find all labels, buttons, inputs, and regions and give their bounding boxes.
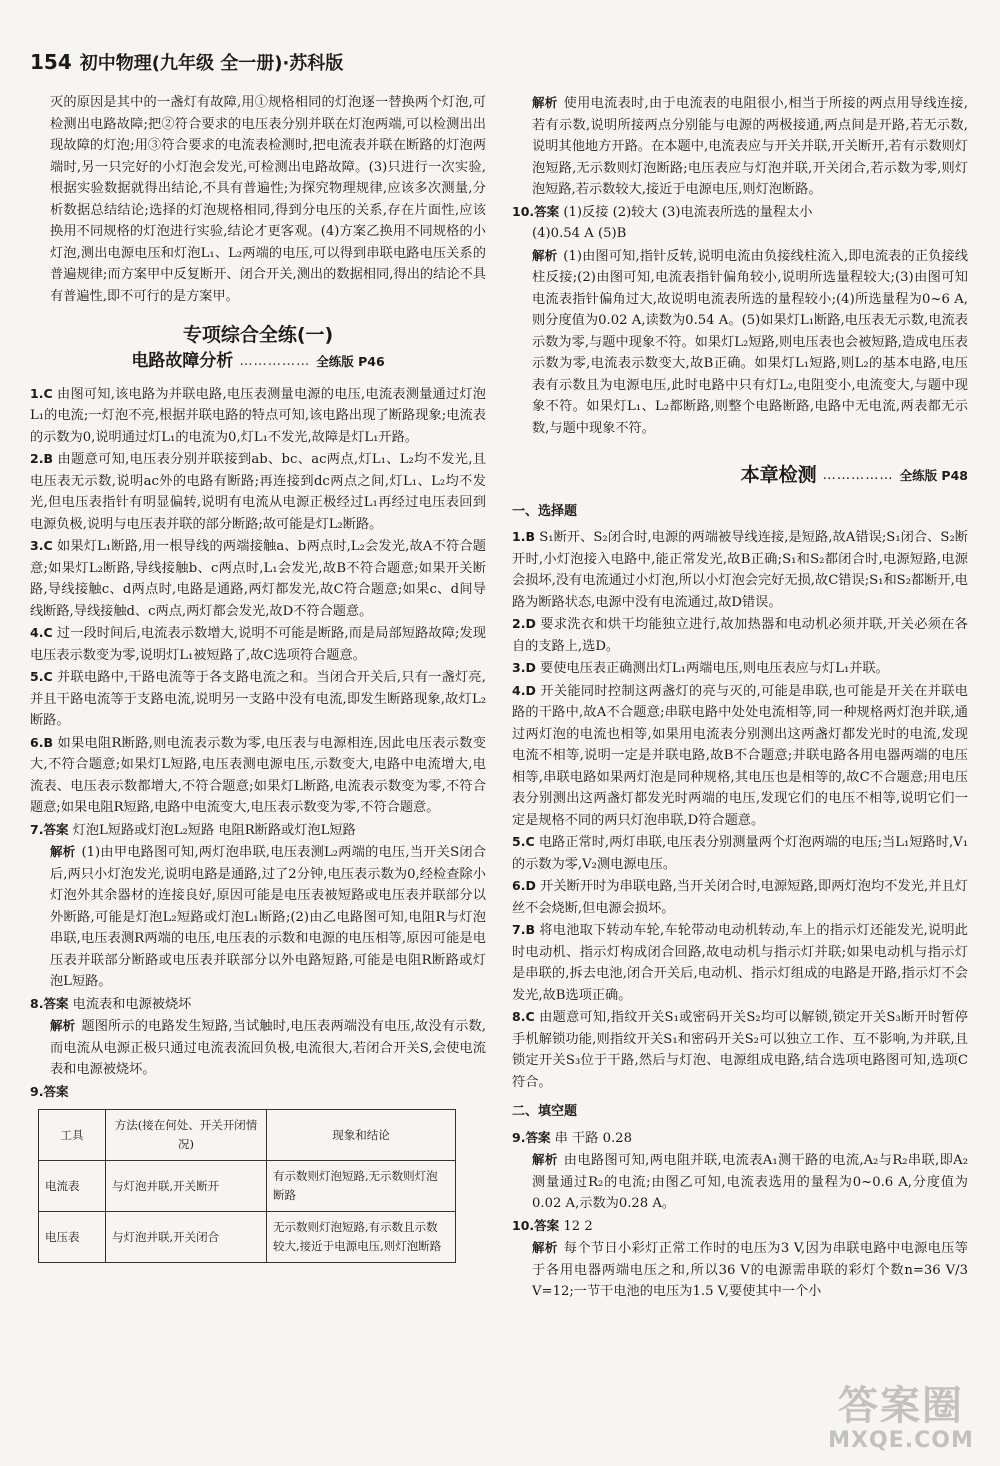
- list-item: [512, 919, 968, 1006]
- analysis-label: 解析: [50, 844, 76, 859]
- subsection-title: 电路故障分析: [131, 351, 234, 371]
- analysis-label: 解析: [532, 95, 558, 110]
- analysis-text: 每个节日小彩灯正常工作时的电压为3 V,因为串联电路中电源电压等于各用电器两端电压之和,所以36 V的电源需串联的彩灯个数n=36 V/3 V=12;一节干电池的电压为1.5 V,要使其中一个小: [532, 1241, 968, 1299]
- watermark-logo: [816, 1384, 986, 1454]
- page-header: [30, 52, 343, 82]
- right-column: [512, 92, 968, 1303]
- left-column: [30, 92, 486, 1263]
- answer-text: 12 2: [563, 1218, 593, 1234]
- analysis-text: 题图所示的电路发生短路,当试触时,电压表两端没有电压,故没有示数,而电流从电源正极只通过电流表流回负极,电流很大,若闭合开关S,会使电流表和电源被烧坏。: [50, 1019, 486, 1077]
- subsection-dots: ……………: [239, 354, 311, 369]
- item-text: 将电池取下转动车轮,车轮带动电动机转动,车上的指示灯还能发光,说明此时电动机、指示灯构成闭合回路,故电动机与指示灯并联;如果电动机与指示灯是串联的,拆去电池,闭合开关后,电动机、指示灯组成的电路是开路,指示灯不会发光,故B选项正确。: [512, 923, 968, 1003]
- part-heading: 一、选择题: [512, 503, 578, 519]
- list-item: [30, 666, 486, 732]
- part-heading: 二、填空题: [512, 1104, 578, 1119]
- chapter-ref: 全练版 P48: [899, 468, 968, 483]
- answer-item-8: [30, 993, 486, 1016]
- table-cell: 与灯泡并联,开关断开: [106, 1161, 267, 1212]
- item-number: 5.C: [512, 834, 535, 849]
- item-number: 1.B: [512, 529, 535, 544]
- analysis-9: [512, 92, 968, 201]
- item-number: 7.答案: [30, 821, 69, 837]
- table-row: [39, 1161, 456, 1212]
- watermark-text: 答案圈: [838, 1383, 964, 1429]
- table-row: [39, 1212, 456, 1263]
- table-cell: 与灯泡并联,开关闭合: [106, 1212, 267, 1263]
- item-number: 2.B: [30, 451, 53, 466]
- answer-item-7: [30, 819, 486, 842]
- analysis-label: 解析: [532, 1240, 558, 1255]
- answer-item-10b: [512, 1215, 968, 1238]
- item-text: 电路正常时,两灯串联,电压表分别测量两个灯泡两端的电压;当L₁短路时,V₁的示数为零,V₂测电源电压。: [512, 835, 968, 872]
- chapter-title: 本章检测: [740, 464, 817, 486]
- answer-item-9: [30, 1081, 486, 1104]
- subsection-heading: [30, 351, 486, 373]
- analysis-label: 解析: [50, 1018, 76, 1033]
- analysis-text: 使用电流表时,由于电流表的电阻很小,相当于所接的两点用导线连接,若有示数,说明所接两点分别能与电源的两极接通,两点间是开路,若无示数,说明其他地方开路。在本题中,电流表应与开关并联,开关断开,若有示数则灯泡短路,无示数则灯泡断路;电压表应与灯泡并联,开关闭合,若示数为零,则灯泡短路,若示数较大,接近于电源电压,则灯泡断路。: [532, 96, 968, 197]
- page-number: 154: [30, 50, 72, 74]
- item-number: 9.答案: [30, 1083, 69, 1099]
- item-text: 开关能同时控制这两盏灯的亮与灭的,可能是串联,也可能是开关在并联电路的干路中,故A不合题意;串联电路中处处电流相等,同一种规格两灯泡并联,通过两灯泡的电流也相等,如果用电流表分别测出这两盏灯都发光时的电流,发现电流不相等,说明一定是并联电路,故B不合题意;并联电路各用电器两端的电压相等,串联电路如果两灯泡是同种规格,其电压也是相等的,故C不合题意;用电压表分别测出这两盏灯都发光时两端的电压,发现它们的电压不相等,说明它们一定是规格不同的两只灯泡串联,D符合题意。: [512, 683, 968, 828]
- answer-text: (1)反接 (2)较大 (3)电流表所选的量程太小: [563, 204, 813, 220]
- item-text: 并联电路中,干路电流等于各支路电流之和。当闭合开关后,只有一盏灯亮,并且干路电流等于支路电流,说明另一支路中没有电流,即发生断路现象,故灯L₂断路。: [30, 670, 486, 728]
- item-number: 4.D: [512, 682, 536, 698]
- list-item: [512, 613, 968, 657]
- subsection-ref: 全练版 P46: [316, 354, 385, 369]
- item-number: 6.D: [512, 878, 536, 893]
- analysis-9b: [512, 1149, 968, 1215]
- item-number: 4.C: [30, 625, 53, 640]
- table-header-cell: 方法(接在何处、开关开闭情况): [106, 1110, 267, 1161]
- list-item: [30, 383, 486, 449]
- table-cell: 电流表: [39, 1161, 106, 1212]
- item-number: 9.答案: [512, 1129, 551, 1145]
- item-text: 要使电压表正确测出灯L₁两端电压,则电压表应与灯L₁并联。: [540, 661, 889, 676]
- item-number: 10.答案: [512, 1217, 560, 1233]
- list-item: [512, 680, 968, 832]
- item-text: 过一段时间后,电流表示数增大,说明不可能是断路,而是局部短路故障;发现电压表示数变为零,说明灯L₁被短路了,故C选项符合题意。: [30, 626, 486, 663]
- list-item: [30, 732, 486, 819]
- item-text: 由图可知,该电路为并联电路,电压表测量电源的电压,电流表测量通过灯泡L₁的电流;一灯泡不亮,根据并联电路的特点可知,该电路出现了断路现象;电流表的示数为0,说明通过灯L₁的电流为0,灯L₁不发光,故障是灯L₁开路。: [30, 386, 486, 445]
- answer-table: [38, 1109, 456, 1263]
- chapter-heading: [512, 465, 968, 487]
- item-number: 8.C: [512, 1009, 535, 1024]
- list-item: [512, 526, 968, 613]
- item-text: S₁断开、S₂闭合时,电源的两端被导线连接,是短路,故A错误;S₁闭合、S₂断开时,小灯泡接入电路中,能正常发光,故B正确;S₁和S₂都闭合时,电源短路,电源会损坏,没有电流通过小灯泡,所以小灯泡会完好无损,故C错误;S₁和S₂都断开,电路为断路状态,电源中没有电流通过,故D错误。: [512, 530, 968, 610]
- list-item: [512, 1006, 968, 1093]
- answer-item-10: [512, 201, 968, 224]
- item-number: 6.B: [30, 734, 53, 750]
- analysis-7: [30, 841, 486, 993]
- list-item: [512, 875, 968, 919]
- answer-text: 电流表和电源被烧坏: [72, 996, 192, 1012]
- list-item: [512, 831, 968, 875]
- list-item: [30, 622, 486, 666]
- item-text: 开关断开时为串联电路,当开关闭合时,电源短路,即两灯泡均不发光,并且灯丝不会烧断,但电源会损坏。: [512, 879, 968, 916]
- list-item: [30, 535, 486, 622]
- item-text: 如果灯L₁断路,用一根导线的两端接触a、b两点时,L₂会发光,故A不符合题意;如果灯L₂断路,导线接触b、c两点时,L₁会发光,故B不符合题意;如果开关断路,导线接触c、d两点时,电路是通路,两灯都发光,故C符合题意;如果c、d间导线断路,导线接触d、c两点,两灯都会发光,故D不符合题意。: [30, 539, 486, 619]
- chapter-dots: ……………: [822, 468, 894, 483]
- table-header-cell: 工具: [39, 1110, 106, 1161]
- analysis-text: 由电路图可知,两电阻并联,电流表A₁测干路的电流,A₂与R₂串联,即A₂测量通过R₂的电流;由图乙可知,电流表选用的量程为0~0.6 A,分度值为0.02 A,示数为0.28 A。: [532, 1153, 968, 1211]
- item-text: 由题意可知,指纹开关S₁或密码开关S₂均可以解锁,锁定开关S₃断开时暂停手机解锁功能,则指纹开关S₁和密码开关S₂可以独立工作、互不影响,为并联,且锁定开关S₃位于干路,然后与灯泡、电源组成电路,结合选项电路图可知,选项C符合。: [512, 1010, 968, 1090]
- analysis-text: (1)由图可知,指针反转,说明电流由负接线柱流入,即电流表的正负接线柱反接;(2)由图可知,电流表指针偏角较小,说明所选量程较大;(3)由图可知电流表指针偏角过大,故说明电流表所选的量程较小;(4)所选量程为0~6 A,则分度值为0.02 A,读数为0.54 A。(5)如果灯L₁断路,电压表无示数,电流表示数为零,与题中现象不符。如果灯L₂短路,则电压表也会被短路,造成电压表示数为零,电流表示数变大,故B正确。如果灯L₁短路,则L₂的基本电路,电压表有示数且为电源电压,此时电路中只有灯L₂,电阻变小,电流变大,与题中现象不符。如果灯L₁、L₂都断路,则整个电路断路,电路中无电流,两表都无示数,与题中现象不符。: [532, 248, 968, 436]
- table-cell: 有示数则灯泡短路,无示数则灯泡断路: [267, 1161, 456, 1212]
- item-number: 8.答案: [30, 995, 69, 1011]
- table-cell: 无示数则灯泡短路,有示数且示数较大,接近于电源电压,则灯泡断路: [267, 1212, 456, 1263]
- item-number: 10.答案: [512, 203, 560, 219]
- answer-line: (4)0.54 A (5)B: [532, 226, 627, 241]
- analysis-label: 解析: [532, 1152, 558, 1167]
- item-text: 如果电阻R断路,则电流表示数为零,电压表与电源相连,因此电压表示数变大,不符合题意;如果灯L短路,电压表测电源电压,示数变大,电路中电流增大,电流表、电压表示数都增大,不符合题意;如果灯L断路,电流表示数变为零,不符合题意;如果电阻R短路,电路中电流变大,电压表示数变为零,不符合题意。: [30, 735, 486, 815]
- table-cell: 电压表: [39, 1212, 106, 1263]
- item-number: 3.C: [30, 538, 53, 553]
- analysis-text: (1)由甲电路图可知,两灯泡串联,电压表测L₂两端的电压,当开关S闭合后,两只小灯泡发光,说明电路是通路,过了2分钟,电压表示数为0,经检查除小灯泡外其余器材的连接良好,原因可能是电压表被短路或电压表并联部分以外断路,可能是灯泡L₂短路或灯泡L₁断路;(2)由乙电路图可知,电阻R与灯泡串联,电压表测R两端的电压,电压表的示数和电源的电压相等,原因可能是电压表并联部分断路或电压表并联部分以外电路短路,可能是电阻R断路或灯泡L短路。: [50, 845, 486, 989]
- item-number: 1.C: [30, 385, 53, 401]
- analysis-8: [30, 1015, 486, 1081]
- analysis-label: 解析: [532, 247, 558, 263]
- section-title: 专项综合全练(一): [182, 324, 334, 346]
- item-text: 要求洗衣和烘干均能独立进行,故加热器和电动机必须并联,开关必须在各自的支路上,选D。: [512, 617, 968, 654]
- table-header-row: [39, 1110, 456, 1161]
- list-item: [512, 657, 968, 680]
- book-title: 初中物理(九年级 全一册)·苏科版: [79, 53, 344, 74]
- answer-text: 串 干路 0.28: [554, 1130, 632, 1146]
- answer-text: 灯泡L短路或灯泡L₂短路 电阻R断路或灯泡L短路: [72, 822, 356, 838]
- list-item: [30, 448, 486, 535]
- item-number: 5.C: [30, 669, 53, 684]
- answer-item-9b: [512, 1127, 968, 1150]
- watermark-url: MXQE.COM: [828, 1428, 974, 1453]
- item-number: 3.D: [512, 660, 536, 675]
- analysis-10: [512, 245, 968, 440]
- table-header-cell: 现象和结论: [267, 1110, 456, 1161]
- intro-paragraph: 灭的原因是其中的一盏灯有故障,用①规格相同的灯泡逐一替换两个灯泡,可检测出电路故障;把②符合要求的电压表分别并联在灯泡两端,可以检测出出现故障的灯泡;用③符合要求的电流表检测时,把电流表并联在断路的灯泡两端时,另一只完好的小灯泡会发光,可检测出电路故障。(3)只进行一次实验,根据实验数据就得出结论,不具有普遍性;为探究物理规律,应该多次测量,分析数据总结结论;选择的灯泡规格相同,得到分电压的关系,存在片面性,应该换用不同规格的灯泡进行实验,结论才更客观。(4)方案乙换用不同规格的小灯泡,测出电源电压和灯泡L₁、L₂两端的电压,可以得到串联电路电压关系的普遍规律;而方案甲中反复断开、闭合开关,测出的数据相同,得出的结论不具有普遍性,即不可行的是方案甲。: [50, 95, 486, 304]
- analysis-10b: [512, 1237, 968, 1303]
- item-text: 由题意可知,电压表分别并联接到ab、bc、ac两点,灯L₁、L₂均不发光,且电压表无示数,说明ac外的电路有断路;再连接到dc两点之间,灯L₁、L₂均不发光,但电压表指针有明显偏转,说明有电流从电源正极经过L₁再经过电压表回到电源负极,说明与电压表并联的部分断路;故可能是灯L₂断路。: [30, 452, 486, 532]
- item-number: 2.D: [512, 616, 536, 631]
- item-number: 7.B: [512, 922, 535, 937]
